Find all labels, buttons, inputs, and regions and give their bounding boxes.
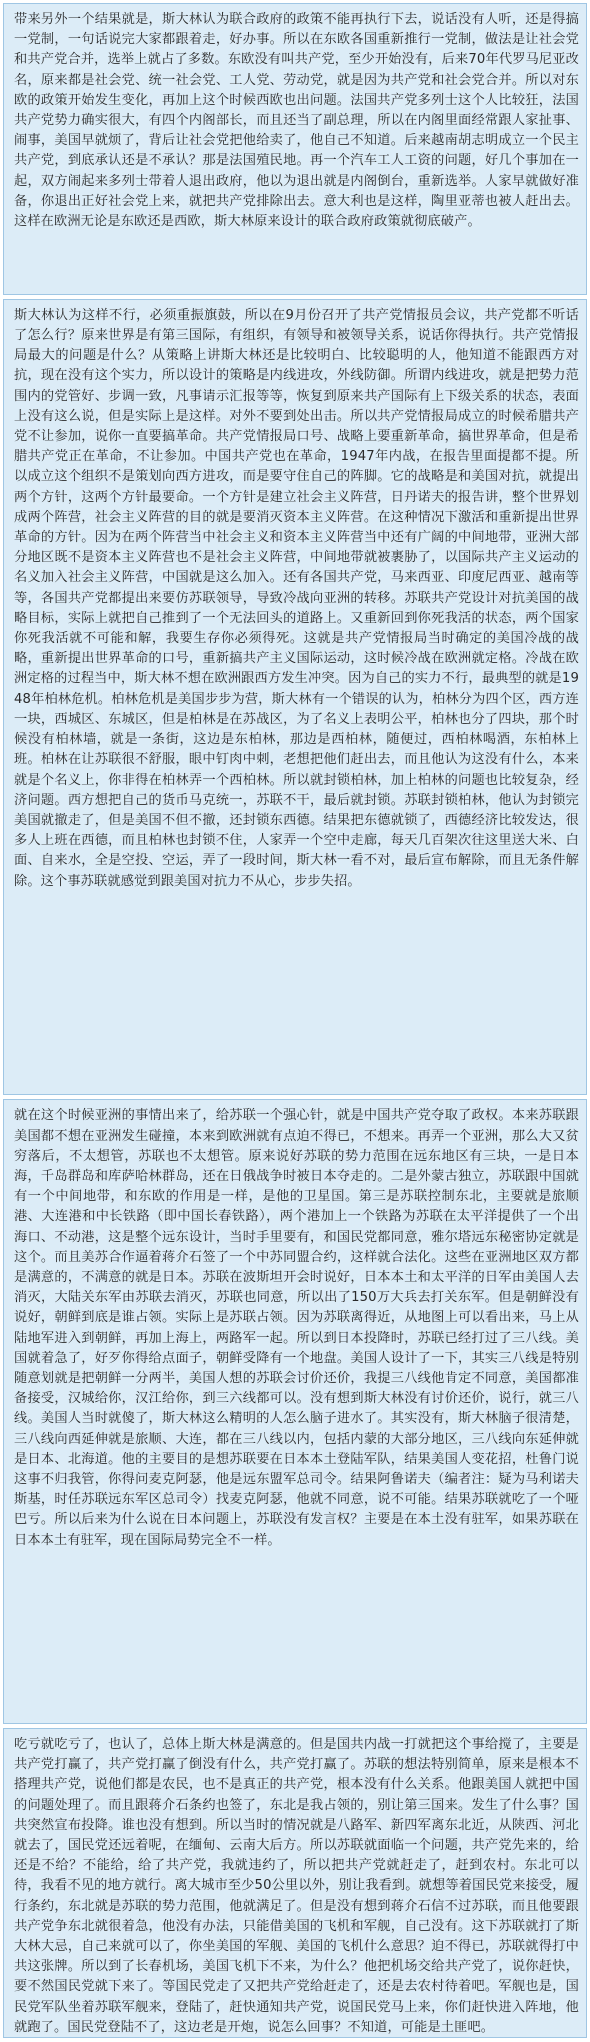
text-block-3 xyxy=(3,1099,587,1724)
paragraph-2: 斯大林认为这样不行，必须重振旗鼓，所以在9月份召开了共产党情报员会议，共产党都不听话了怎么行？原来世界是有第三国际，有组织，有领导和被领导关系，说话你得执行。共产党情报局最大的问题是什么？从策略上讲斯大林还是比较明白、比较聪明的人，他知道不能跟西方对抗，现在没有这个实力，所以设计的策略是内线进攻，外线防御。所谓内线进攻，就是把势力范围内的党管好、步调一致，凡事请示汇报等等，恢复到原来共产国际有上下级关系的状态，表面上没有这么说，但是实际上是这样。对外不要到处出击。所以共产党情报局成立的时候希腊共产党不让参加，说你一直要搞革命。共产党情报局口号、战略上要重新革命，搞世界革命，但是希腊共产党正在革命，不让参加。中国共产党也在革命，1947年内战，在报告里面提都不提。所以成立这个组织不是策划向西方进攻，而是要守住自己的阵脚。它的战略是和美国对抗，就提出两个方针，这两个方针最要命。一个方针是建立社会主义阵营，日丹诺夫的报告讲，整个世界划成两个阵营，社会主义阵营的目的就是要消灭资本主义阵营。在这种情况下激活和重新提出世界革命的方针。因为在两个阵营当中社会主义和资本主义阵营当中还有广阔的中间地带，亚洲大部分地区既不是资本主义阵营也不是社会主义阵营，中间地带就被裹胁了，以国际共产主义运动的名义加入社会主义阵营，中国就是这么加入。还有各国共产党，马来西亚、印度尼西亚、越南等等，各国共产党都提出来要仿苏联领导，导致冷战向亚洲的转移。苏联共产党设计对抗美国的战略目标，实际上就把自己推到了一个无法回头的道路上。又重新回到你死我活的状态，两个国家你死我活就不可能和解，我要生存你必须得死。这就是共产党情报局当时确定的美国冷战的战略，重新提出世界革命的口号，重新搞共产主义国际运动，这时候冷战在欧洲就定格。冷战在欧洲定格的过程当中，斯大林不想在欧洲跟西方发生冲突。因为自己的实力不行，最典型的就是1948年柏林危机。柏林危机是美国步步为营，斯大林有一个错误的认为，柏林分为四个区，西方连一块，西城区、东城区，但是柏林是在苏战区，为了名义上表明公平，柏林也分了四块，那个时候没有柏林墙，就是一条街，这边是东柏林，那边是西柏林，随便过，西柏林喝酒，东柏林上班。柏林在让苏联很不舒服，眼中钉肉中刺，老想把他们赶出去，而且他认为这没有什么，本来就是个名义上，你非得在柏林弄一个西柏林。所以就封锁柏林，加上柏林的问题也比较复杂，经济问题。西方想把自己的货币马克统一，苏联不干，最后就封锁。苏联封锁柏林，他认为封锁完美国就撤走了，但是美国不但不撤，还封锁东西德。结果把东德就锁了，西德经济比较发达，很多人上班在西德，而且柏林也封锁不住，人家弄一个空中走廊，每天几百架次往这里送大米、白面、自来水，全是空投、空运，弄了一段时间，斯大林一看不对，最后宣布解除，而且无条件解除。这个事苏联就感觉到跟美国对抗力不从心，步步失招。 xyxy=(14,307,579,889)
paragraph-3: 就在这个时候亚洲的事情出来了，给苏联一个强心针，就是中国共产党夺取了政权。本来苏联跟美国都不想在亚洲发生碰撞，本来到欧洲就有点迫不得已，不想来。再弄一个亚洲，那么大又贫穷落后，不太想管，苏联也不太想管。原来说好苏联的势力范围在远东地区有三块，一是日本海，千岛群岛和库萨哈林群岛，还在日俄战争时被日本夺走的。二是外蒙古独立，苏联跟中国就有一个中间地带，和东欧的作用是一样，是他的卫星国。第三是苏联控制东北，主要就是旅顺港、大连港和中长铁路（即中国长春铁路），两个港加上一个铁路为苏联在太平洋提供了一个出海口、不动港，这是整个远东设计，当时手里要有，和国民党都同意，雅尔塔远东秘密协定就是这个。而且美苏合作逼着蒋介石签了一个中苏同盟合约，这样就合法化。这些在亚洲地区双方都是满意的，不满意的就是日本。苏联在波斯坦开会时说好，日本本土和太平洋的日军由美国人去消灭，大陆关东军由苏联去消灭，苏联也同意，所以出了150万大兵去打关东军。但是朝鲜没有说好，朝鲜到底是谁占领。实际上是苏联占领。因为苏联离得近，从地图上可以看出来，马上从陆地军进入到朝鲜，再加上海上，两路军一起。所以到日本投降时，苏联已经打过了三八线。美国就着急了，好歹你得给点面子，朝鲜受降有一个地盘。美国人设计了一下，其实三八线是特别随意划就是把朝鲜一分两半，美国人想的苏联会讨价还价，我提三八线他肯定不同意，美国都准备接受，汉城给你，汉江给你，到三六线都可以。没有想到斯大林没有讨价还价，说行，就三八线。美国人当时就傻了，斯大林这么精明的人怎么脑子进水了。其实没有，斯大林脑子很清楚，三八线向西延伸就是旅顺、大连，都在三八线以内，包括内蒙的大部分地区，三八线向东延伸就是日本、北海道。他的主要目的是想苏联要在日本本土登陆军队，结果美国人变花招，杜鲁门说这事不归我管，你得问麦克阿瑟，他是远东盟军总司令。结果阿鲁诺夫（编者注：疑为马利诺夫斯基，时任苏联远东军区总司令）找麦克阿瑟，他就不同意，说不可能。结果苏联就吃了一个哑巴亏。所以后来为什么说在日本问题上，苏联没有发言权？主要是在本土没有驻军，如果苏联在日本本土有驻军，现在国际局势完全不一样。 xyxy=(14,1108,579,1548)
text-block-2 xyxy=(3,299,587,1096)
text-block-1 xyxy=(3,3,587,295)
paragraph-4: 吃亏就吃亏了，也认了，总体上斯大林是满意的。但是国共内战一打就把这个事给搅了，主要是共产党打赢了，共产党打赢了倒没有什么，共产党打赢了。苏联的想法特别简单，原来是根本不搭理共产党，说他们都是农民，也不是真正的共产党，根本没有什么关系。他跟美国人就把中国的问题处理了。而且跟蒋介石条约也签了，东北是我占领的，别让第三国来。发生了什么事？国共突然宣布投降。谁也没有想到。所以当时的情况就是八路军、新四军离东北近，从陕西、河北就去了，国民党还远着呢，在缅甸、云南大后方。所以苏联就面临一个问题，共产党先来的，给还是不给？不能给，给了共产党，我就违约了，所以把共产党就赶走了，赶到农村。东北可以待，我看不见的地方就行。离大城市至少50公里以外，别让我看到。就想等着国民党来接受，履行条约，东北就是苏联的势力范围，他就满足了。但是没有想到蒋介石信不过苏联，而且他要跟共产党争东北就很着急，他没有办法，只能借美国的飞机和军舰，自己没有。这下苏联就打了斯大林大忌，自己来就可以了，你坐美国的军舰、美国的飞机什么意思？迫不得已，苏联就得打中共这张牌。所以到了长春机场，美国飞机下不来，为什么？他把机场交给共产党了，说你赶快，要不然国民党就下来了。等国民党走了又把共产党给赶走了，还是去农村待着吧。军舰也是，国民党军队坐着苏联军舰来，登陆了，赶快通知共产党，说国民党马上来，你们赶快进入阵地，他就跑了。国民党登陆不了，这边老是开炮，说怎么回事？不知道，可能是土匪吧。 xyxy=(14,1737,579,2035)
text-block-4 xyxy=(3,1728,587,2038)
paragraph-1: 带来另外一个结果就是，斯大林认为联合政府的政策不能再执行下去，说话没有人听，还是得搞一党制，一句话说完大家都跟着走，好办事。所以在东欧各国重新推行一党制，做法是让社会党和共产党合并，选举上就占了多数。东欧没有叫共产党，至少开始没有，后来70年代罗马尼亚改名，原来都是社会党、统一社会党、工人党、劳动党，就是因为共产党和社会党合并。所以对东欧的政策开始发生变化，再加上这个时候西欧也出问题。法国共产党多列士这个人比较狂，法国共产党势力确实很大，有四个内阁部长，而且还当了副总理，所以在内阁里面经常跟人家扯事、闹事，美国早就烦了，背后让社会党把他给卖了，他自己不知道。后来越南胡志明成立一个民主共产党，到底承认还是不承认？那是法国殖民地。再一个汽车工人工资的问题，好几个事加在一起，双方闹起来多列士带着人退出政府，他以为退出就是内阁倒台，重新选举。人家早就做好准备，你退出正好社会党上来，就把共产党排除出去。意大利也是这样，陶里亚蒂也被人赶出去。这样在欧洲无论是东欧还是西欧，斯大林原来设计的联合政府政策就彻底破产。 xyxy=(14,12,579,230)
